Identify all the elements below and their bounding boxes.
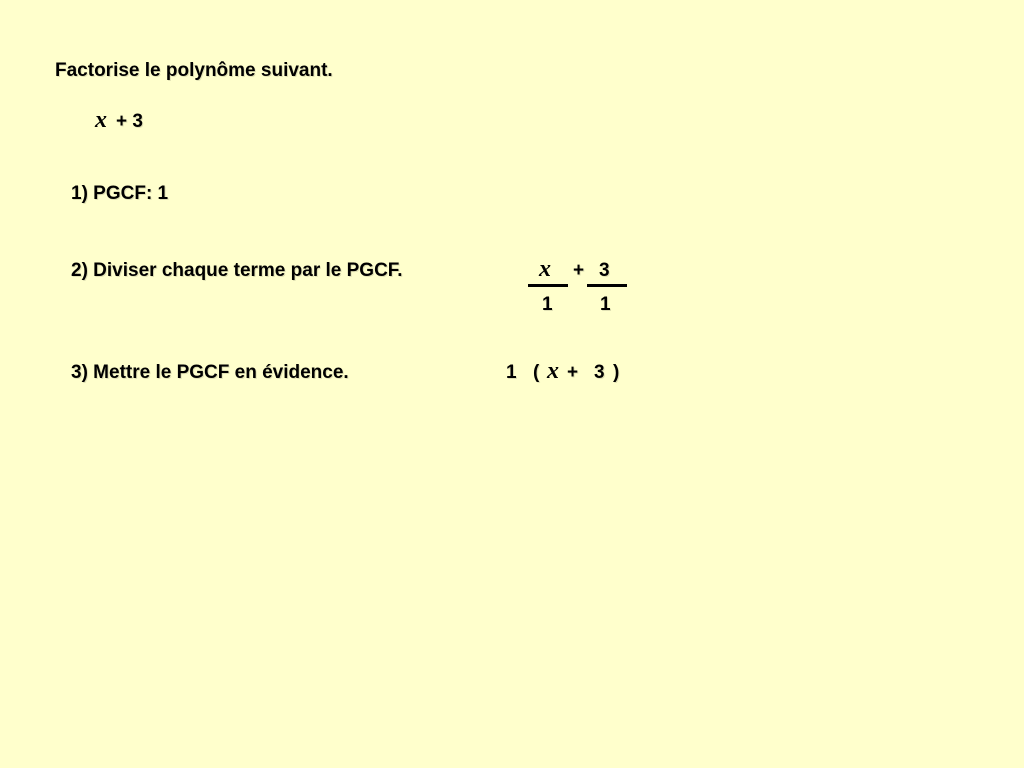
numerator-constant: 3 [599,260,610,281]
factored-gcf: 1 [506,362,517,383]
step-2-label: 2) Diviser chaque terme par le PGCF. [71,260,403,281]
step-1-text: 1) PGCF: 1 [71,183,169,204]
polynomial-variable: x [95,107,107,133]
numerator-variable: x [539,256,551,282]
denominator-left: 1 [542,294,553,315]
denominator-right: 1 [600,294,611,315]
factored-open-paren: ( [533,362,540,383]
fraction-bar-right [587,284,627,287]
page-title: Factorise le polynôme suivant. [55,60,333,81]
polynomial-rest: + 3 [116,111,143,132]
numerator-plus: + [573,260,585,281]
factored-close-paren: ) [613,362,620,383]
fraction-bar-left [528,284,568,287]
factored-plus: + [567,362,579,383]
step-3-label: 3) Mettre le PGCF en évidence. [71,362,349,383]
factored-constant: 3 [594,362,605,383]
factored-variable: x [547,358,559,384]
